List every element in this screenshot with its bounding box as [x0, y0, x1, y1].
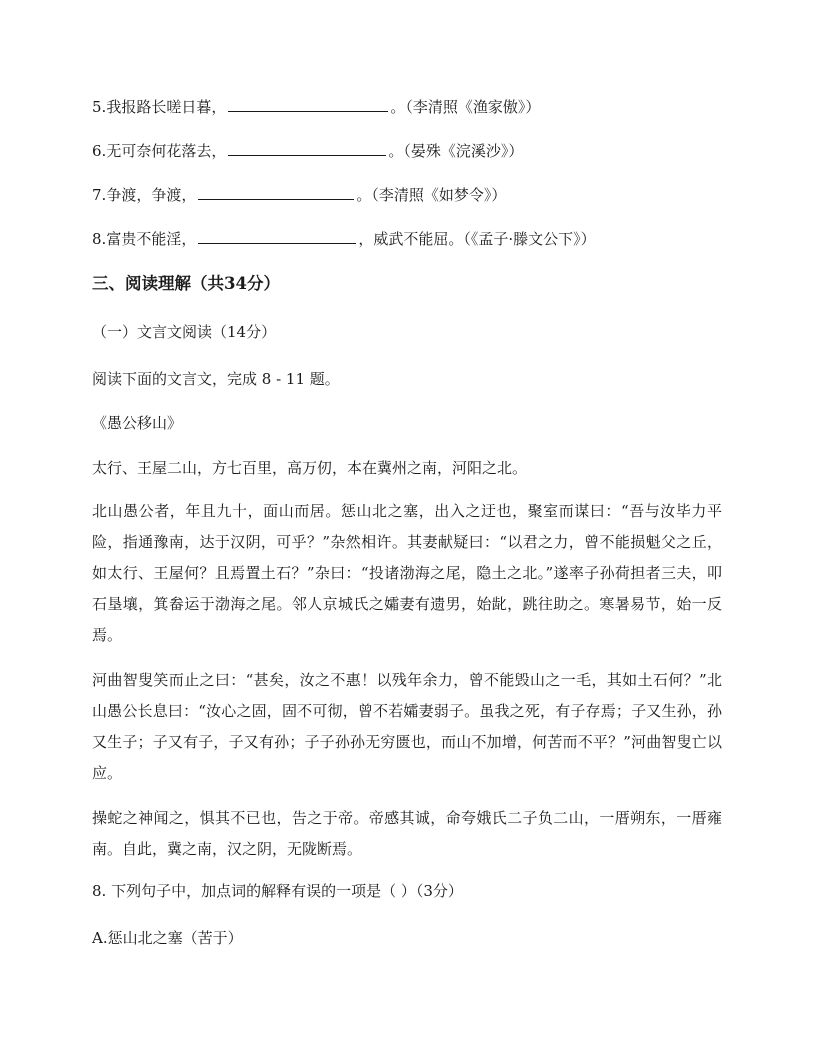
answer-blank[interactable] — [228, 140, 386, 156]
source-text: ，威武不能屈。（《孟子·滕文公下》） — [358, 230, 596, 248]
prompt-text: 我报路长嗟日暮， — [106, 98, 227, 116]
fill-in-item-7 — [92, 184, 506, 205]
paragraph-3: 河曲智叟笑而止之曰：“甚矣，汝之不惠！以残年余力，曾不能毁山之一毛，其如土石何？”北山愚公长息曰：“汝心之固，固不可彻，曾不若孀妻弱子。虽我之死，有子存焉；子又生孙，孙又生子；子又有子，子又有孙；子子孙孙无穷匮也，而山不加增，何苦而不平？”河曲智叟亡以应。 — [92, 671, 722, 782]
paragraph-2: 北山愚公者，年且九十，面山而居。惩山北之塞，出入之迂也，聚室而谋曰：“吾与汝毕力平险，指通豫南，达于汉阴，可乎？”杂然相许。其妻献疑曰：“以君之力，曾不能损魁父之丘，如太行、王屋何？且焉置土石？”杂曰：“投诸渤海之尾，隐土之北。”遂率子孙荷担者三夫，叩石垦壤，箕畚运于渤海之尾。邻人京城氏之孀妻有遗男，始龀，跳往助之。寒暑易节，始一反焉。 — [92, 502, 722, 644]
prompt-text: 富贵不能淫， — [106, 230, 197, 248]
prompt-text: 争渡，争渡， — [106, 186, 197, 204]
paragraph-1: 太行、王屋二山，方七百里，高万仞，本在冀州之南，河阳之北。 — [92, 459, 528, 477]
source-text: 。（晏殊《浣溪沙》） — [388, 142, 524, 160]
source-text: 。（李清照《如梦令》） — [356, 186, 507, 204]
fill-in-item-5 — [92, 96, 540, 117]
item-number: 7. — [92, 186, 107, 204]
item-number: 6. — [92, 142, 107, 160]
question-8: 8. 下列句子中，加点词的解释有误的一项是（ ）（3分） — [92, 882, 463, 900]
item-number: 8. — [92, 230, 107, 248]
text-title: 《愚公移山》 — [92, 414, 183, 432]
answer-blank[interactable] — [228, 96, 388, 112]
paragraph-4: 操蛇之神闻之，惧其不已也，告之于帝。帝感其诚，命夸娥氏二子负二山，一厝朔东，一厝雍南。自此，冀之南，汉之阴，无陇断焉。 — [92, 809, 722, 858]
prompt-text: 无可奈何花落去， — [106, 142, 227, 160]
fill-in-item-6 — [92, 140, 523, 161]
option-a: A.惩山北之塞（苦于） — [92, 929, 243, 947]
fill-in-item-8 — [92, 228, 596, 249]
source-text: 。（李清照《渔家傲》） — [390, 98, 541, 116]
section-heading: 三、阅读理解（共34分） — [92, 274, 280, 293]
instruction: 阅读下面的文言文，完成 8 - 11 题。 — [92, 370, 340, 388]
subsection-heading: （一）文言文阅读（14分） — [92, 323, 277, 341]
item-number: 5. — [92, 98, 107, 116]
answer-blank[interactable] — [198, 184, 354, 200]
answer-blank[interactable] — [198, 228, 356, 244]
